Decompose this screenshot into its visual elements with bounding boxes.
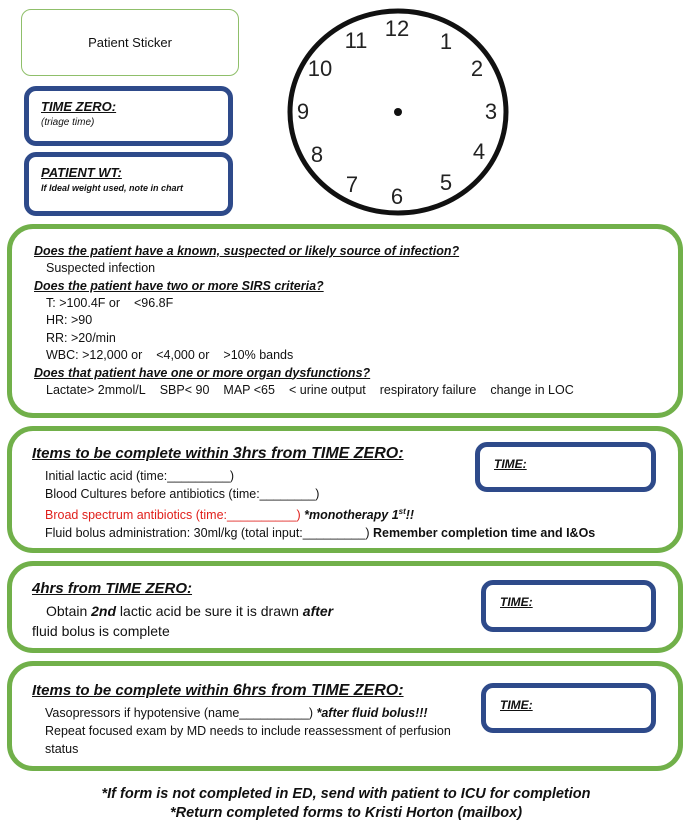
vasopressors-text: Vasopressors if hypotensive (name__________)	[45, 706, 317, 720]
time-zero-box[interactable]	[24, 86, 233, 146]
patient-weight-subtitle: If Ideal weight used, note in chart	[41, 183, 184, 193]
organ-dysfunction-options[interactable]	[34, 382, 656, 400]
sirs-wbc[interactable]	[34, 347, 656, 365]
footer-notes	[0, 785, 692, 823]
six-hour-time-label: TIME:	[500, 698, 533, 712]
organ-lactate[interactable]: Lactate> 2mmol/L	[46, 382, 146, 397]
second-lactic-acid-item[interactable]: Obtain 2nd lactic acid be sure it is drawn after	[46, 603, 334, 619]
clock-number-9: 9	[296, 99, 310, 124]
second-lactic-acid-line2: fluid bolus is complete	[32, 623, 170, 639]
clock-number-7: 7	[345, 172, 359, 197]
three-hour-time-box[interactable]	[475, 442, 656, 492]
infection-question: Does the patient have a known, suspected or likely source of infection?	[34, 244, 460, 258]
patient-weight-box[interactable]	[24, 152, 233, 216]
organ-urine-output[interactable]: < urine output	[288, 382, 366, 397]
four-hour-time-box[interactable]	[481, 580, 656, 632]
initial-lactic-acid-item[interactable]: Initial lactic acid (time:_________)	[45, 469, 234, 483]
clock-face[interactable]	[286, 6, 511, 216]
clock-center-dot	[394, 108, 402, 116]
fluid-bolus-item[interactable]	[32, 524, 658, 542]
organ-dysfunction-question: Does that patient have one or more organ dysfunctions?	[34, 365, 371, 380]
sirs-wbc-bands: >10% bands	[223, 348, 294, 362]
monotherapy-sup: st	[398, 507, 406, 516]
three-hour-time-label: TIME:	[494, 457, 527, 471]
patient-sticker-box	[21, 9, 239, 76]
organ-sbp[interactable]: SBP< 90	[159, 382, 210, 397]
patient-sticker-label: Patient Sticker	[88, 35, 172, 50]
clock-number-6: 6	[390, 184, 404, 209]
four-hour-heading: 4hrs from TIME ZERO:	[32, 580, 193, 597]
organ-change-in-loc[interactable]: change in LOC	[490, 382, 574, 397]
vasopressors-note: *after fluid bolus!!!	[316, 706, 428, 720]
clock-number-11: 11	[344, 28, 368, 53]
infection-answer[interactable]	[34, 260, 656, 278]
patient-weight-title: PATIENT WT:	[41, 165, 122, 180]
time-zero-title: TIME ZERO:	[41, 99, 117, 114]
sirs-wbc-high: WBC: >12,000 or	[46, 348, 143, 362]
clock-number-3: 3	[484, 99, 498, 124]
repeat-exam-item[interactable]: Repeat focused exam by MD needs to include reassessment of perfusion status	[45, 724, 451, 756]
sirs-question: Does the patient have two or more SIRS criteria?	[34, 278, 324, 293]
clock-number-4: 4	[472, 139, 486, 164]
time-zero-subtitle: (triage time)	[41, 117, 95, 128]
four-hour-time-label: TIME:	[500, 595, 533, 609]
sirs-heart-rate[interactable]: HR: >90	[46, 313, 93, 327]
clock-number-5: 5	[439, 170, 453, 195]
six-hour-time-box[interactable]	[481, 683, 656, 733]
three-hour-heading: Items to be complete within 3hrs from TIME ZERO:	[32, 445, 404, 462]
organ-map[interactable]: MAP <65	[223, 382, 275, 397]
sirs-temperature[interactable]	[34, 295, 656, 313]
vasopressors-item[interactable]	[32, 704, 465, 722]
clock-number-10: 10	[307, 56, 333, 81]
monotherapy-end: !!	[405, 508, 415, 523]
sirs-temp-low: <96.8F	[134, 295, 174, 310]
sepsis-screening-section	[7, 224, 683, 418]
clock-number-12: 12	[384, 16, 410, 41]
blood-cultures-item[interactable]: Blood Cultures before antibiotics (time:________)	[45, 487, 320, 501]
fluid-bolus-text: Fluid bolus administration: 30ml/kg (total input:_________)	[45, 526, 373, 541]
fluid-bolus-note: Remember completion time and I&Os	[372, 526, 596, 541]
sirs-wbc-low: <4,000 or	[156, 348, 210, 362]
clock-number-8: 8	[310, 142, 324, 167]
footer-line-ed: *If form is not completed in ED, send with patient to ICU for completion	[101, 786, 591, 802]
six-hour-heading: Items to be complete within 6hrs from TIME ZERO:	[32, 682, 404, 699]
antibiotics-item[interactable]	[32, 503, 658, 524]
sirs-resp-rate[interactable]: RR: >20/min	[46, 330, 116, 345]
organ-respiratory-failure[interactable]: respiratory failure	[379, 382, 477, 397]
footer-line-return: *Return completed forms to Kristi Horton (mailbox)	[169, 805, 523, 821]
sirs-temp-high: T: >100.4F or	[46, 295, 120, 310]
monotherapy-note: *monotherapy 1	[300, 508, 399, 523]
clock-number-1: 1	[439, 29, 453, 54]
antibiotics-text: Broad spectrum antibiotics (time:__________)	[45, 508, 301, 523]
infection-answer-text: Suspected infection	[46, 261, 156, 275]
clock-number-2: 2	[470, 56, 484, 81]
